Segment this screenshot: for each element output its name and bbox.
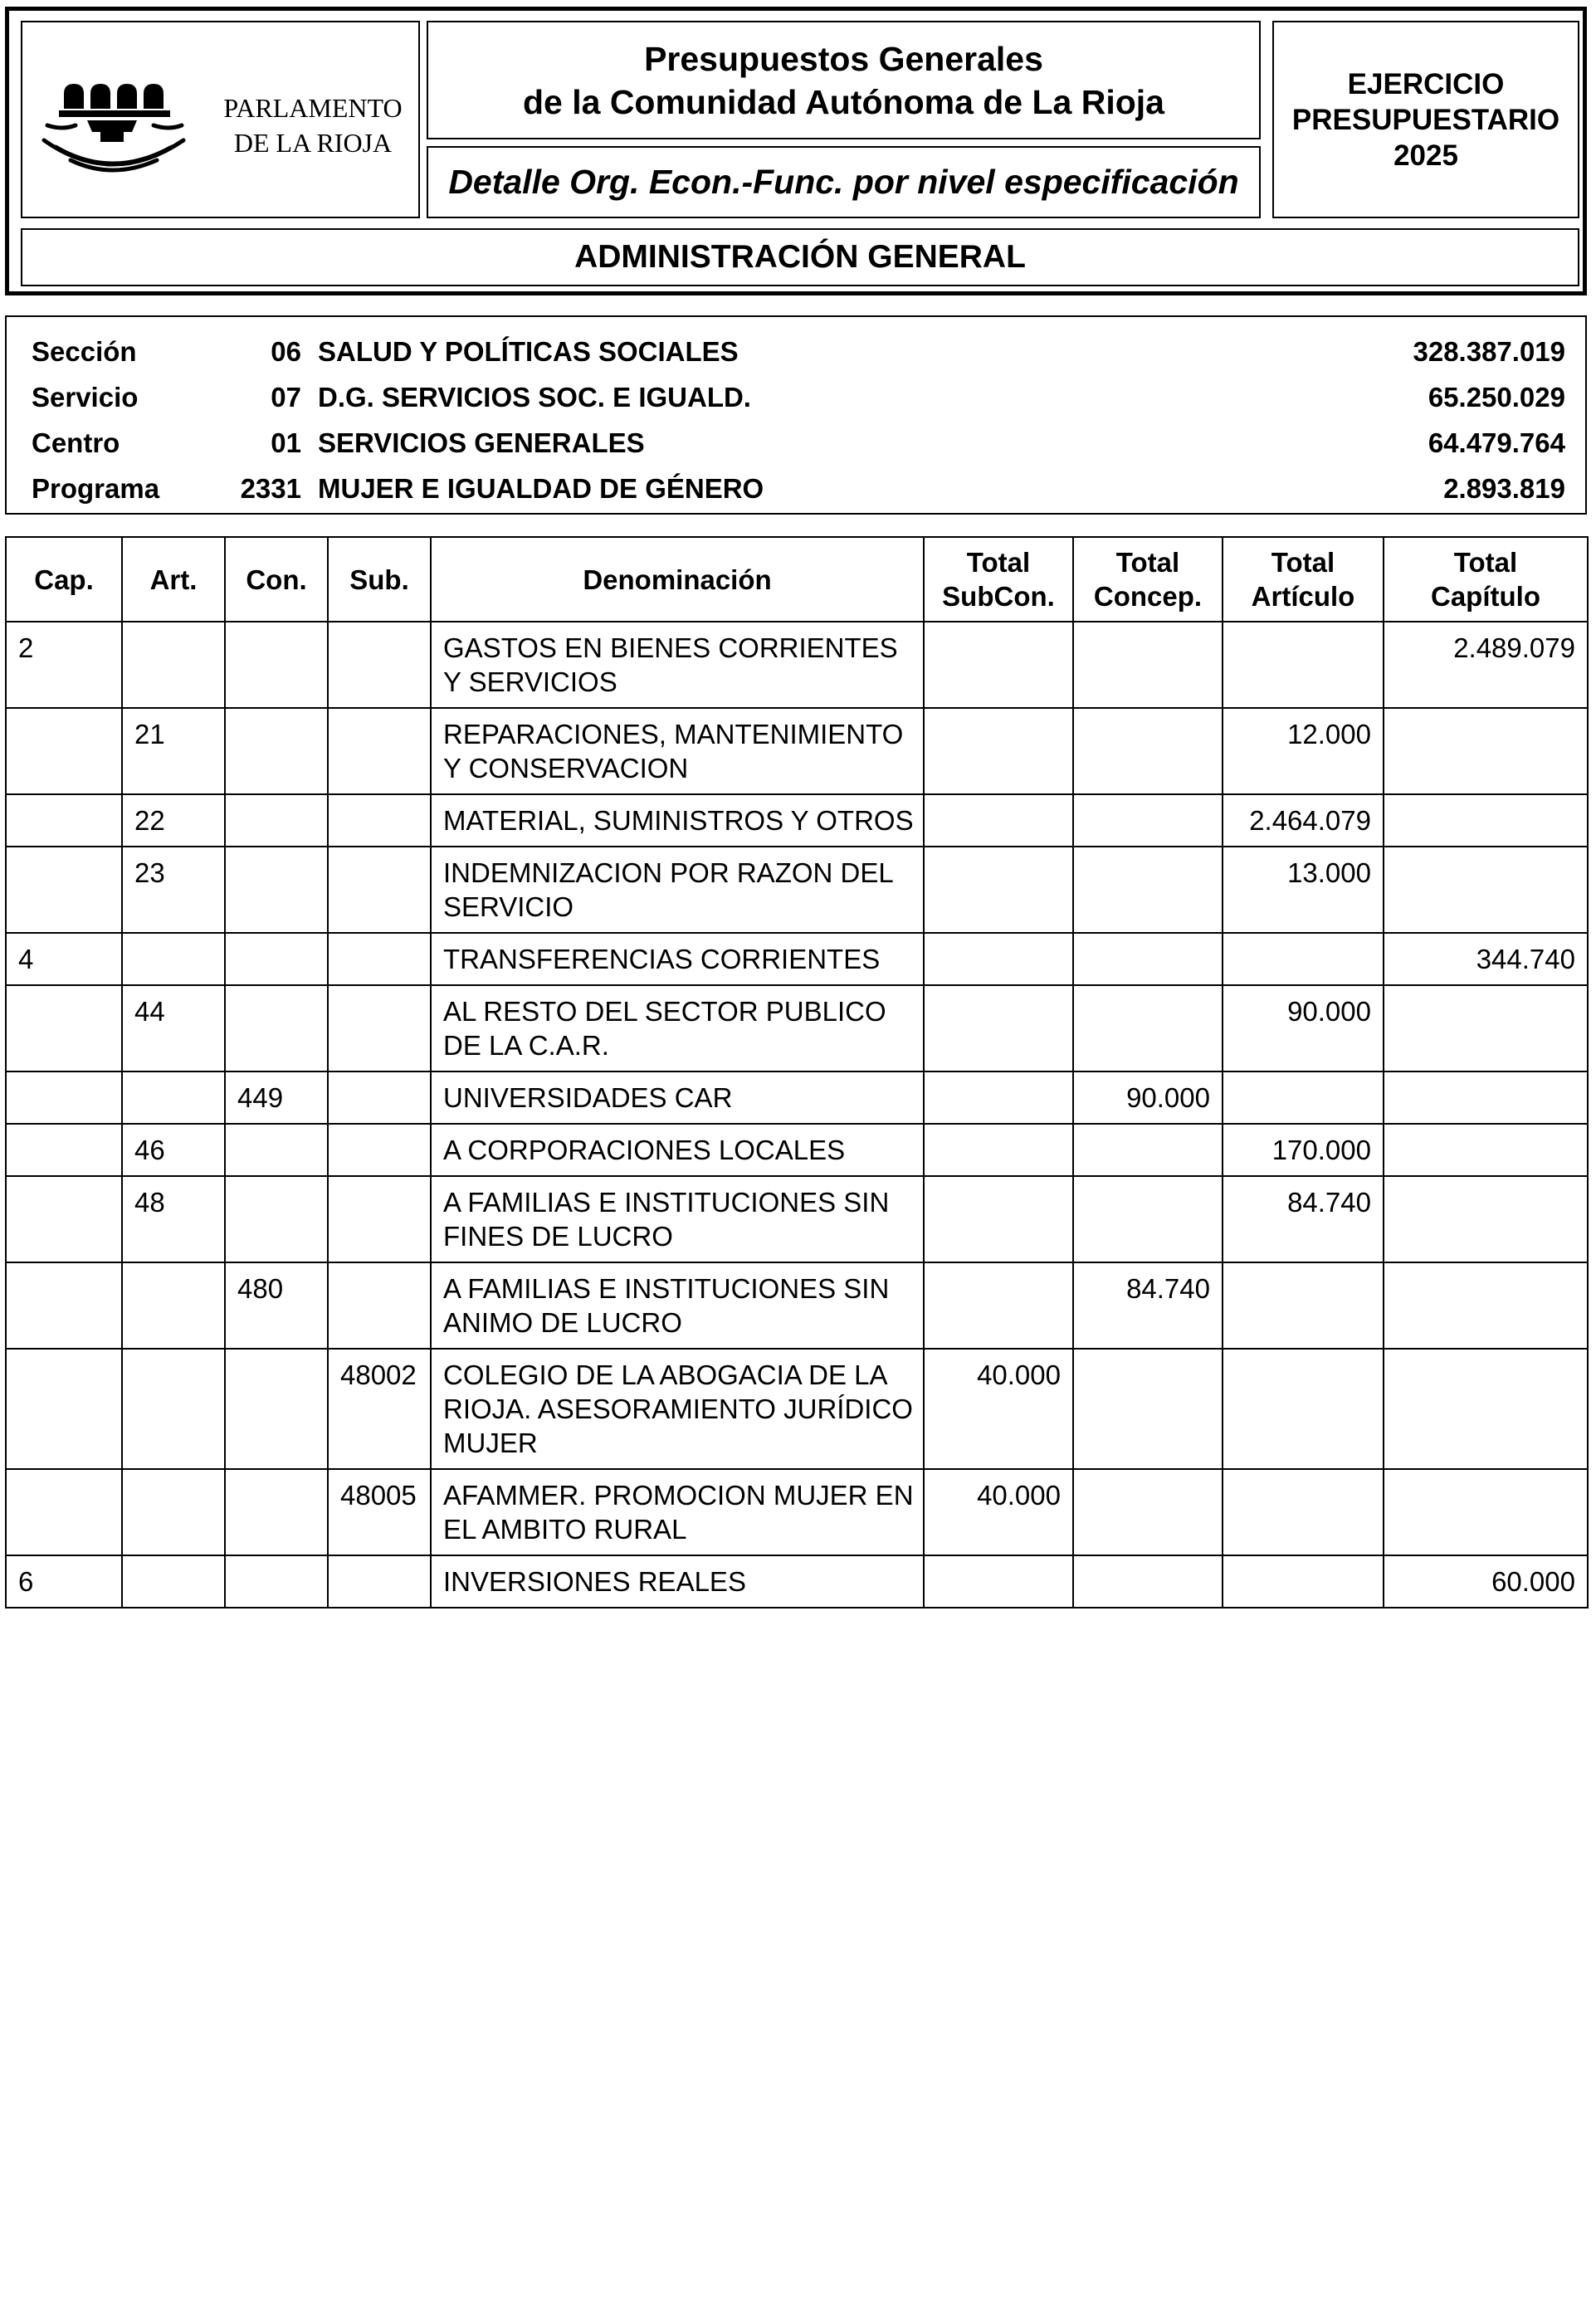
cell-sub (328, 1071, 431, 1124)
cell-sub (328, 794, 431, 847)
cell-art: 48 (122, 1176, 225, 1262)
cell-denominacion: INDEMNIZACION POR RAZON DEL SERVICIO (431, 847, 924, 933)
summary-code: 06 (271, 336, 301, 367)
cell-total-concep: 90.000 (1073, 1071, 1223, 1124)
cell-art (122, 933, 225, 985)
cell-sub (328, 708, 431, 794)
parliament-logo-icon (37, 61, 203, 185)
cell-cap (6, 708, 122, 794)
cell-con: 449 (225, 1071, 328, 1124)
summary-amount: 64.479.764 (1428, 427, 1565, 458)
cell-total-articulo (1223, 1262, 1384, 1349)
summary-amount: 2.893.819 (1443, 473, 1565, 504)
cell-con (225, 1176, 328, 1262)
cell-total-articulo (1223, 1349, 1384, 1469)
header-line: Concep. (1093, 581, 1203, 612)
table-row (6, 1262, 1588, 1349)
cell-cap (6, 1071, 122, 1124)
cell-art: 21 (122, 708, 225, 794)
cell-art (122, 1555, 225, 1608)
fiscal-year-box (1272, 21, 1579, 218)
cell-denominacion: A FAMILIAS E INSTITUCIONES SIN FINES DE LUCRO (431, 1176, 924, 1262)
cell-art: 44 (122, 985, 225, 1071)
summary-name: D.G. SERVICIOS SOC. E IGUALD. (318, 382, 751, 412)
cell-sub (328, 1262, 431, 1349)
cell-denominacion: AFAMMER. PROMOCION MUJER EN EL AMBITO RURAL (431, 1469, 924, 1555)
budget-detail-table (5, 536, 1589, 1608)
cell-total-concep (1073, 1124, 1223, 1176)
cell-sub (328, 847, 431, 933)
cell-total-articulo: 84.740 (1223, 1176, 1384, 1262)
cell-total-subcon (924, 1071, 1073, 1124)
cell-con (225, 708, 328, 794)
cell-sub (328, 933, 431, 985)
cell-total-concep (1073, 1469, 1223, 1555)
cell-art: 23 (122, 847, 225, 933)
cell-total-concep (1073, 708, 1223, 794)
table-row (6, 1124, 1588, 1176)
cell-con (225, 794, 328, 847)
administration-title: ADMINISTRACIÓN GENERAL (574, 239, 1026, 275)
fiscal-year-line2: PRESUPUESTARIO (1291, 103, 1560, 136)
table-row (6, 1071, 1588, 1124)
cell-total-subcon (924, 1124, 1073, 1176)
cell-cap (6, 1469, 122, 1555)
header-total-subcon (924, 537, 1073, 622)
cell-con (225, 1124, 328, 1176)
cell-total-concep (1073, 622, 1223, 708)
cell-sub: 48002 (328, 1349, 431, 1469)
parliament-name-line2: DE LA RIOJA (233, 128, 393, 158)
cell-denominacion: INVERSIONES REALES (431, 1555, 924, 1608)
header-total-capitulo (1384, 537, 1588, 622)
table-row (6, 1555, 1588, 1608)
cell-total-articulo: 170.000 (1223, 1124, 1384, 1176)
cell-sub (328, 622, 431, 708)
summary-row-centro (7, 420, 1585, 465)
cell-con (225, 985, 328, 1071)
document-title-line2: de la Comunidad Autónoma de La Rioja (523, 82, 1164, 121)
summary-code: 01 (271, 427, 301, 458)
summary-label: Programa (32, 473, 160, 504)
parliament-name (205, 90, 421, 160)
summary-row-servicio (7, 374, 1585, 419)
header-denominacion: Denominación (431, 537, 924, 622)
cell-sub (328, 1124, 431, 1176)
cell-total-articulo (1223, 622, 1384, 708)
summary-label: Sección (32, 336, 137, 367)
table-row (6, 794, 1588, 847)
cell-total-subcon: 40.000 (924, 1349, 1073, 1469)
cell-total-concep (1073, 1176, 1223, 1262)
cell-denominacion: REPARACIONES, MANTENIMIENTO Y CONSERVACION (431, 708, 924, 794)
cell-denominacion: MATERIAL, SUMINISTROS Y OTROS (431, 794, 924, 847)
summary-amount: 65.250.029 (1428, 382, 1565, 412)
table-row (6, 1469, 1588, 1555)
cell-total-capitulo: 2.489.079 (1384, 622, 1588, 708)
cell-cap (6, 847, 122, 933)
cell-total-concep (1073, 794, 1223, 847)
cell-cap: 2 (6, 622, 122, 708)
cell-total-capitulo (1384, 847, 1588, 933)
cell-total-capitulo (1384, 1176, 1588, 1262)
header-line: Artículo (1251, 581, 1355, 612)
cell-sub (328, 1555, 431, 1608)
document-header (5, 7, 1587, 295)
cell-total-subcon (924, 1555, 1073, 1608)
cell-denominacion: COLEGIO DE LA ABOGACIA DE LA RIOJA. ASESORAMIENTO JURÍDICO MUJER (431, 1349, 924, 1469)
header-total-articulo (1223, 537, 1384, 622)
header-con: Con. (225, 537, 328, 622)
summary-label: Centro (32, 427, 120, 458)
cell-cap (6, 985, 122, 1071)
administration-box (21, 228, 1579, 286)
cell-cap: 6 (6, 1555, 122, 1608)
summary-name: MUJER E IGUALDAD DE GÉNERO (318, 473, 764, 504)
cell-total-articulo (1223, 1555, 1384, 1608)
cell-total-capitulo (1384, 1469, 1588, 1555)
cell-sub: 48005 (328, 1469, 431, 1555)
header-sub: Sub. (328, 537, 431, 622)
cell-total-articulo: 2.464.079 (1223, 794, 1384, 847)
cell-denominacion: A FAMILIAS E INSTITUCIONES SIN ANIMO DE LUCRO (431, 1262, 924, 1349)
cell-total-subcon (924, 985, 1073, 1071)
cell-total-concep (1073, 847, 1223, 933)
cell-con (225, 847, 328, 933)
cell-total-subcon (924, 1176, 1073, 1262)
summary-row-programa (7, 466, 1585, 510)
table-row (6, 1176, 1588, 1262)
table-row (6, 985, 1588, 1071)
summary-name: SALUD Y POLÍTICAS SOCIALES (318, 336, 739, 367)
header-line: Total (966, 547, 1031, 578)
cell-total-subcon (924, 933, 1073, 985)
cell-art (122, 1469, 225, 1555)
cell-total-capitulo (1384, 1124, 1588, 1176)
cell-cap (6, 1124, 122, 1176)
cell-total-concep (1073, 933, 1223, 985)
cell-total-articulo: 12.000 (1223, 708, 1384, 794)
cell-denominacion: UNIVERSIDADES CAR (431, 1071, 924, 1124)
summary-row-seccion (7, 329, 1585, 373)
budget-summary (5, 315, 1587, 515)
cell-cap (6, 794, 122, 847)
cell-art: 22 (122, 794, 225, 847)
cell-total-capitulo (1384, 1071, 1588, 1124)
cell-total-subcon (924, 1262, 1073, 1349)
cell-total-capitulo: 344.740 (1384, 933, 1588, 985)
header-cap: Cap. (6, 537, 122, 622)
cell-con (225, 933, 328, 985)
cell-total-capitulo (1384, 1262, 1588, 1349)
logo-box (21, 21, 420, 218)
cell-art: 46 (122, 1124, 225, 1176)
cell-art (122, 1071, 225, 1124)
table-row (6, 1349, 1588, 1469)
cell-total-capitulo (1384, 985, 1588, 1071)
cell-cap (6, 1262, 122, 1349)
parliament-name-line1: PARLAMENTO (223, 93, 403, 123)
cell-art (122, 1349, 225, 1469)
cell-total-concep (1073, 1349, 1223, 1469)
header-line: Total (1271, 547, 1335, 578)
cell-total-subcon (924, 847, 1073, 933)
document-title-box (427, 21, 1261, 139)
summary-label: Servicio (32, 382, 139, 412)
summary-amount: 328.387.019 (1413, 336, 1565, 367)
header-line: Total (1115, 547, 1180, 578)
header-line: Total (1453, 547, 1518, 578)
summary-code: 2331 (240, 473, 301, 504)
cell-con (225, 1555, 328, 1608)
document-subtitle-box (427, 146, 1261, 218)
cell-total-articulo (1223, 933, 1384, 985)
cell-cap (6, 1349, 122, 1469)
cell-con (225, 1469, 328, 1555)
cell-total-subcon: 40.000 (924, 1469, 1073, 1555)
cell-total-articulo: 13.000 (1223, 847, 1384, 933)
header-art: Art. (122, 537, 225, 622)
cell-denominacion: GASTOS EN BIENES CORRIENTES Y SERVICIOS (431, 622, 924, 708)
cell-con: 480 (225, 1262, 328, 1349)
fiscal-year-line1: EJERCICIO (1347, 67, 1505, 100)
cell-art (122, 1262, 225, 1349)
summary-code: 07 (271, 382, 301, 412)
header-line: SubCon. (942, 581, 1055, 612)
cell-total-capitulo (1384, 708, 1588, 794)
cell-cap (6, 1176, 122, 1262)
table-header-row (6, 537, 1588, 622)
cell-total-capitulo: 60.000 (1384, 1555, 1588, 1608)
cell-sub (328, 985, 431, 1071)
document-subtitle: Detalle Org. Econ.-Func. por nivel especificación (448, 163, 1239, 201)
cell-con (225, 1349, 328, 1469)
cell-con (225, 622, 328, 708)
cell-total-articulo (1223, 1071, 1384, 1124)
cell-total-concep: 84.740 (1073, 1262, 1223, 1349)
summary-name: SERVICIOS GENERALES (318, 427, 645, 458)
cell-total-subcon (924, 794, 1073, 847)
cell-total-articulo: 90.000 (1223, 985, 1384, 1071)
cell-denominacion: A CORPORACIONES LOCALES (431, 1124, 924, 1176)
fiscal-year-value: 2025 (1393, 139, 1458, 172)
cell-cap: 4 (6, 933, 122, 985)
cell-total-subcon (924, 622, 1073, 708)
document-title-line1: Presupuestos Generales (644, 39, 1043, 78)
cell-total-capitulo (1384, 794, 1588, 847)
cell-total-capitulo (1384, 1349, 1588, 1469)
cell-total-articulo (1223, 1469, 1384, 1555)
table-row (6, 622, 1588, 708)
cell-sub (328, 1176, 431, 1262)
cell-total-concep (1073, 985, 1223, 1071)
cell-art (122, 622, 225, 708)
table-row (6, 847, 1588, 933)
table-row (6, 933, 1588, 985)
table-row (6, 708, 1588, 794)
cell-total-concep (1073, 1555, 1223, 1608)
cell-denominacion: TRANSFERENCIAS CORRIENTES (431, 933, 924, 985)
cell-denominacion: AL RESTO DEL SECTOR PUBLICO DE LA C.A.R. (431, 985, 924, 1071)
header-total-concep (1073, 537, 1223, 622)
header-line: Capítulo (1431, 581, 1540, 612)
cell-total-subcon (924, 708, 1073, 794)
